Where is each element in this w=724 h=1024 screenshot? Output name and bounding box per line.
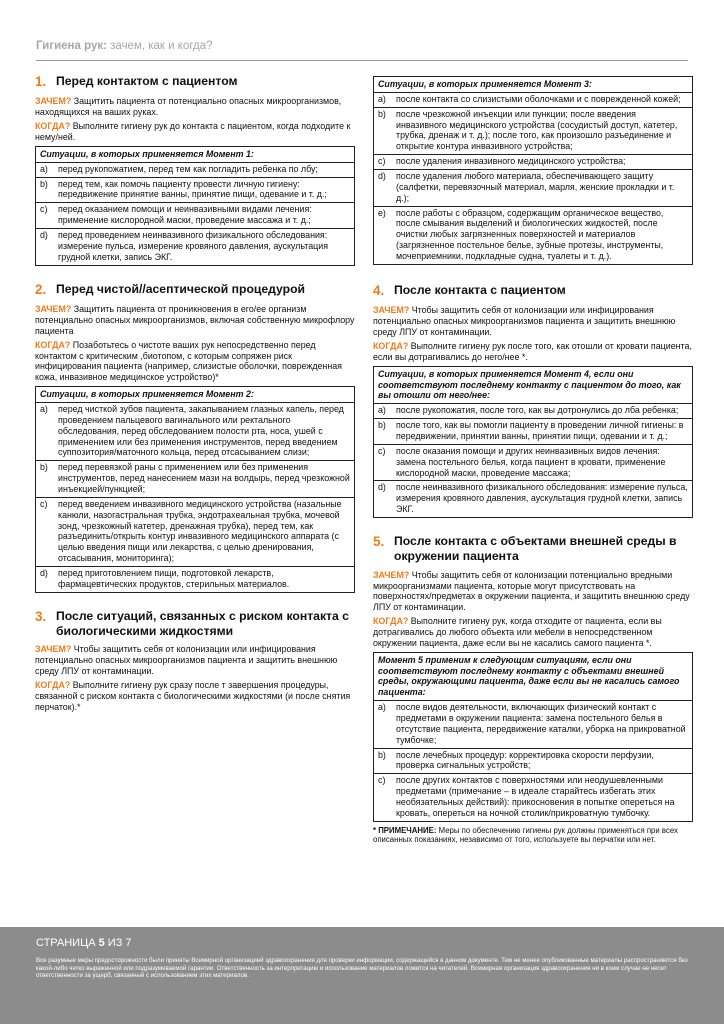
item-key: a) xyxy=(378,702,386,713)
list-item xyxy=(374,419,692,445)
page-footer xyxy=(0,927,724,1024)
box-title: Ситуации, в которых применяется Момент 2: xyxy=(36,387,354,403)
why-label: ЗАЧЕМ? xyxy=(35,96,72,107)
list-item xyxy=(36,498,354,567)
moment-5-heading xyxy=(373,534,693,564)
note-label: * ПРИМЕЧАНИЕ: xyxy=(373,825,437,835)
right-column xyxy=(373,76,693,855)
why-paragraph xyxy=(373,570,693,613)
item-key: c) xyxy=(378,156,386,167)
moment-3-heading xyxy=(35,609,355,639)
when-label: КОГДА? xyxy=(373,616,409,627)
list-item xyxy=(374,108,692,155)
section-title: После контакта с пациентом xyxy=(394,282,566,297)
list-item xyxy=(374,774,692,820)
situations-box xyxy=(373,366,693,518)
moment-4-section xyxy=(373,283,693,518)
item-text: после контакта со слизистыми оболочками и с поврежденной кожей; xyxy=(396,93,681,104)
item-text: перед чисткой зубов пациента, закапыванием глазных капель, перед проведением пальцевого вагинального или ректального обследования, перед обследованием полости рта, носа, ушей с применением или без применения инструментов, перед введением суппозитория/маточного кольца, перед отсасыванием слизи; xyxy=(58,403,344,458)
item-key: b) xyxy=(378,108,386,119)
situations-box xyxy=(35,386,355,593)
page-suffix: ИЗ 7 xyxy=(104,937,132,949)
why-text: Чтобы защитить себя от колонизации потенциально вредными микроорганизмами пациента, которые могут присутствовать на поверхностях/предметах в окружении пациента, и защитить внешнюю среду ЛПУ от контаминации. xyxy=(373,569,690,613)
list-item xyxy=(374,207,692,264)
why-paragraph xyxy=(35,644,355,677)
why-paragraph xyxy=(35,304,355,337)
item-text: после удаления любого материала, обеспечивающего защиту (салфетки, перевязочный материал, марля, женские прокладки и т. д.); xyxy=(396,171,675,203)
list-item xyxy=(374,170,692,207)
footnote xyxy=(373,826,693,845)
item-key: c) xyxy=(40,498,48,509)
item-key: d) xyxy=(378,171,386,182)
section-number: 5. xyxy=(373,533,385,549)
page-counter xyxy=(36,937,132,949)
section-number: 4. xyxy=(373,282,385,298)
item-key: a) xyxy=(40,163,48,174)
when-label: КОГДА? xyxy=(35,121,71,132)
note-text: Меры по обеспечению гигиены рук должны применяться при всех описанных показаниях, независимо от того, используете вы перчатки или нет. xyxy=(373,825,678,845)
moment-5-section xyxy=(373,534,693,845)
section-number: 2. xyxy=(35,281,47,297)
when-label: КОГДА? xyxy=(35,339,71,350)
item-key: a) xyxy=(378,405,386,416)
situations-box xyxy=(373,652,693,822)
list-item xyxy=(36,229,354,265)
situations-box xyxy=(35,146,355,266)
why-label: ЗАЧЕМ? xyxy=(35,644,72,655)
list-item xyxy=(36,461,354,498)
when-text: Выполните гигиену рук до контакта с пациентом, когда подходите к нему/ней. xyxy=(35,121,351,143)
item-key: d) xyxy=(378,482,386,493)
item-text: после того, как вы помогли пациенту в проведении личной гигиены: в передвижении, принятии ванны, принятии пищи, одевании и т. д.; xyxy=(396,420,684,441)
item-key: c) xyxy=(40,204,48,215)
item-text: после лечебных процедур: корректировка скорости перфузии, проверка сигнальных устройств; xyxy=(396,749,654,771)
when-text: Выполните гигиену рук после того, как отошли от кровати пациента, если вы дотрагивались до него/нее *. xyxy=(373,340,692,362)
left-column xyxy=(35,74,355,723)
moment-3-situations xyxy=(373,76,693,265)
why-label: ЗАЧЕМ? xyxy=(373,305,410,316)
why-label: ЗАЧЕМ? xyxy=(373,569,410,580)
item-key: d) xyxy=(40,568,48,579)
when-text: Позаботьтесь о чистоте ваших рук непосредственно перед контактом с критическим ,биотопом, с которым сопряжен риск инфицирования пациента (например, слизистые оболочки, поврежденная кожа, инвазивное медицинское устройство)* xyxy=(35,339,342,383)
moment-2-heading xyxy=(35,282,355,298)
why-paragraph xyxy=(373,305,693,338)
item-text: перед тем, как помочь пациенту провести личную гигиену: передвижение принятие ванны, принятие пищи, одевание и т. д.; xyxy=(58,178,327,200)
section-number: 3. xyxy=(35,608,47,624)
item-key: b) xyxy=(378,420,386,431)
list-item xyxy=(36,163,354,178)
list-item xyxy=(36,567,354,592)
header-title: Гигиена рук: xyxy=(36,40,107,52)
item-text: после удаления инвазивного медицинского устройства; xyxy=(396,156,626,167)
box-title: Момент 5 применим к следующим ситуациям, если они соответствуют последнему контакту с объектами внешней среды, окружающими пациента, даже если вы не касались самого пациента: xyxy=(374,653,692,701)
item-text: перед проведением неинвазивного физикального обследования: измерение пульса, измерение кровяного давления, аускультация грудной клетки, запись ЭКГ. xyxy=(58,230,329,262)
item-text: после неинвазивного физикального обследования: измерение пульса, измерения кровяного давления, аускультация грудной клетки, запись ЭКГ. xyxy=(396,482,688,515)
page-number: 5 xyxy=(98,937,105,949)
list-item xyxy=(374,481,692,517)
section-title: Перед контактом с пациентом xyxy=(56,74,238,88)
item-text: после работы с образцом, содержащим органическое вещество, после смывания выделений и биологических жидкостей, после очистки любых загрязненных поверхностей и материалов (загрязненное постельное белье, зубные протезы, инструменты, мочеприемники, подкладные судна, туалеты и т. д.). xyxy=(396,207,664,262)
item-key: c) xyxy=(378,775,386,786)
list-item xyxy=(36,203,354,229)
item-text: после других контактов с поверхностями или неодушевленными предметами (примечание – в идеале старайтесь избегать этих необязательных действий): прикосновения в попытке опереться на кровать, опереться на ночной столик/прикроватную тумбочку. xyxy=(396,775,675,818)
why-text: Чтобы защитить себя от колонизации или инфицирования потенциально опасных микроорганизмов пациента и защитить внешнюю среду ЛПУ от контаминации. xyxy=(35,644,338,677)
why-text: Защитить пациента от потенциально опасных микроорганизмов, находящихся на ваших руках. xyxy=(35,96,342,118)
item-key: b) xyxy=(40,462,48,473)
item-text: после оказания помощи и других неинвазивных видов лечения: замена постельного белья, когда пациент в кровати, применение кислородной маски, проведение массажа; xyxy=(396,445,666,478)
moment-1-heading xyxy=(35,74,355,90)
moment-3-section xyxy=(35,609,355,713)
why-label: ЗАЧЕМ? xyxy=(35,304,72,315)
item-text: перед оказанием помощи и неинвазивными видами лечения: применение кислородной маски, проведение массажа и т. д.; xyxy=(58,204,312,226)
when-paragraph xyxy=(373,616,693,649)
item-key: a) xyxy=(40,403,48,414)
item-text: после чрезкожной инъекции или пункции; после введения инвазивного медицинского устройства (сосудистый доступ, катетер, трубка, дренаж и т. д.); после того, как произошло разъединение и открытие контура инвазивного устройства; xyxy=(396,108,678,152)
when-text: Выполните гигиену рук, когда отходите от пациента, если вы дотрагивались до любого объекта или мебели в непосредственном окружении пациента, даже если вы не касались самого пациента *. xyxy=(373,616,662,648)
item-text: перед перевязкой раны с применением или без применения инструментов, перед нанесением мази на волдырь, перед чрезкожной инъекцией/пункцией; xyxy=(58,462,350,494)
item-text: перед введением инвазивного медицинского устройства (назальные канюли, назогастральная трубка, эндотрахеальная трубка, мочевой зонд, чрезкожный катетер, дренажная трубка), перед тем, как разъединить/открыть контур инвазивного медицинского аппарата (с целью введения пищи или лекарства, с целью дренирования, отсасывания, мониторинга); xyxy=(58,498,342,564)
section-title: После ситуаций, связанных с риском контакта с биологическими жидкостями xyxy=(56,608,349,638)
list-item xyxy=(36,403,354,461)
box-title: Ситуации, в которых применяется Момент 3: xyxy=(374,77,692,93)
list-item xyxy=(374,155,692,170)
page-header xyxy=(36,40,688,61)
when-label: КОГДА? xyxy=(373,340,409,351)
list-item xyxy=(374,404,692,419)
list-item xyxy=(374,701,692,748)
item-text: перед рукопожатием, перед тем как погладить ребенка по лбу; xyxy=(58,163,318,174)
situations-box xyxy=(373,76,693,265)
box-title: Ситуации, в которых применяется Момент 4, если они соответствуют последнему контакту с пациентом до того, как вы отошли от него/нее: xyxy=(374,367,692,405)
when-paragraph xyxy=(35,121,355,143)
when-paragraph xyxy=(35,680,355,713)
header-subtitle: зачем, как и когда? xyxy=(106,40,213,52)
section-title: Перед чистой//асептической процедурой xyxy=(56,281,306,296)
section-title: После контакта с объектами внешней среды в окружении пациента xyxy=(394,533,677,563)
box-title: Ситуации, в которых применяется Момент 1: xyxy=(36,147,354,163)
when-label: КОГДА? xyxy=(35,680,71,691)
moment-2-section xyxy=(35,282,355,593)
item-key: e) xyxy=(378,207,386,218)
list-item xyxy=(36,178,354,204)
why-text: Защитить пациента от проникновения в его/ее организм потенциально опасных микроорганизмов, включая собственную микрофлору пациента xyxy=(35,304,355,336)
item-key: a) xyxy=(378,93,386,104)
item-key: b) xyxy=(378,749,386,760)
item-text: после рукопожатия, после того, как вы дотронулись до лба ребенка; xyxy=(396,405,679,416)
item-key: c) xyxy=(378,445,386,456)
item-key: b) xyxy=(40,178,48,189)
when-paragraph xyxy=(373,341,693,363)
moment-4-heading xyxy=(373,283,693,299)
list-item xyxy=(374,749,692,775)
item-key: d) xyxy=(40,230,48,241)
item-text: после видов деятельности, включающих физический контакт с предметами в окружении пациента: замена постельного белья в отсутствие пациента, передвижение каталки, уборка на прикроватной тумбочке; xyxy=(396,702,686,745)
when-paragraph xyxy=(35,340,355,383)
list-item xyxy=(374,93,692,108)
item-text: перед приготовлением пищи, подготовкой лекарств, фармацевтических продуктов, стерильных материалов. xyxy=(58,568,290,589)
why-paragraph xyxy=(35,96,355,118)
page-prefix: СТРАНИЦА xyxy=(36,937,99,949)
list-item xyxy=(374,445,692,482)
section-number: 1. xyxy=(35,74,47,89)
when-text: Выполните гигиену рук сразу после т завершения процедуры, связанной с риском контакта с биологическими жидкостями (и после снятия перчаток).* xyxy=(35,680,351,712)
why-text: Чтобы защитить себя от колонизации или инфицирования потенциально опасных микроорганизмов пациента и защитить внешнюю среду ЛПУ от контаминации. xyxy=(373,305,676,338)
moment-1-section xyxy=(35,74,355,266)
disclaimer: Все разумные меры предосторожности были приняты Всемирной организацией здравоохранения для проверки информации, содержащейся в данном документе. Тем не менее опубликованные материалы распространяются без какой-либо четко выраженной или подразумеваемой гарантии. Ответственность за интерпретацию и использование материалов ложится на читателей. Всемирная организация здравоохранения ни в коем случае не несет ответственности за ущерб, связанный с использованием этих материалов. xyxy=(36,957,688,980)
